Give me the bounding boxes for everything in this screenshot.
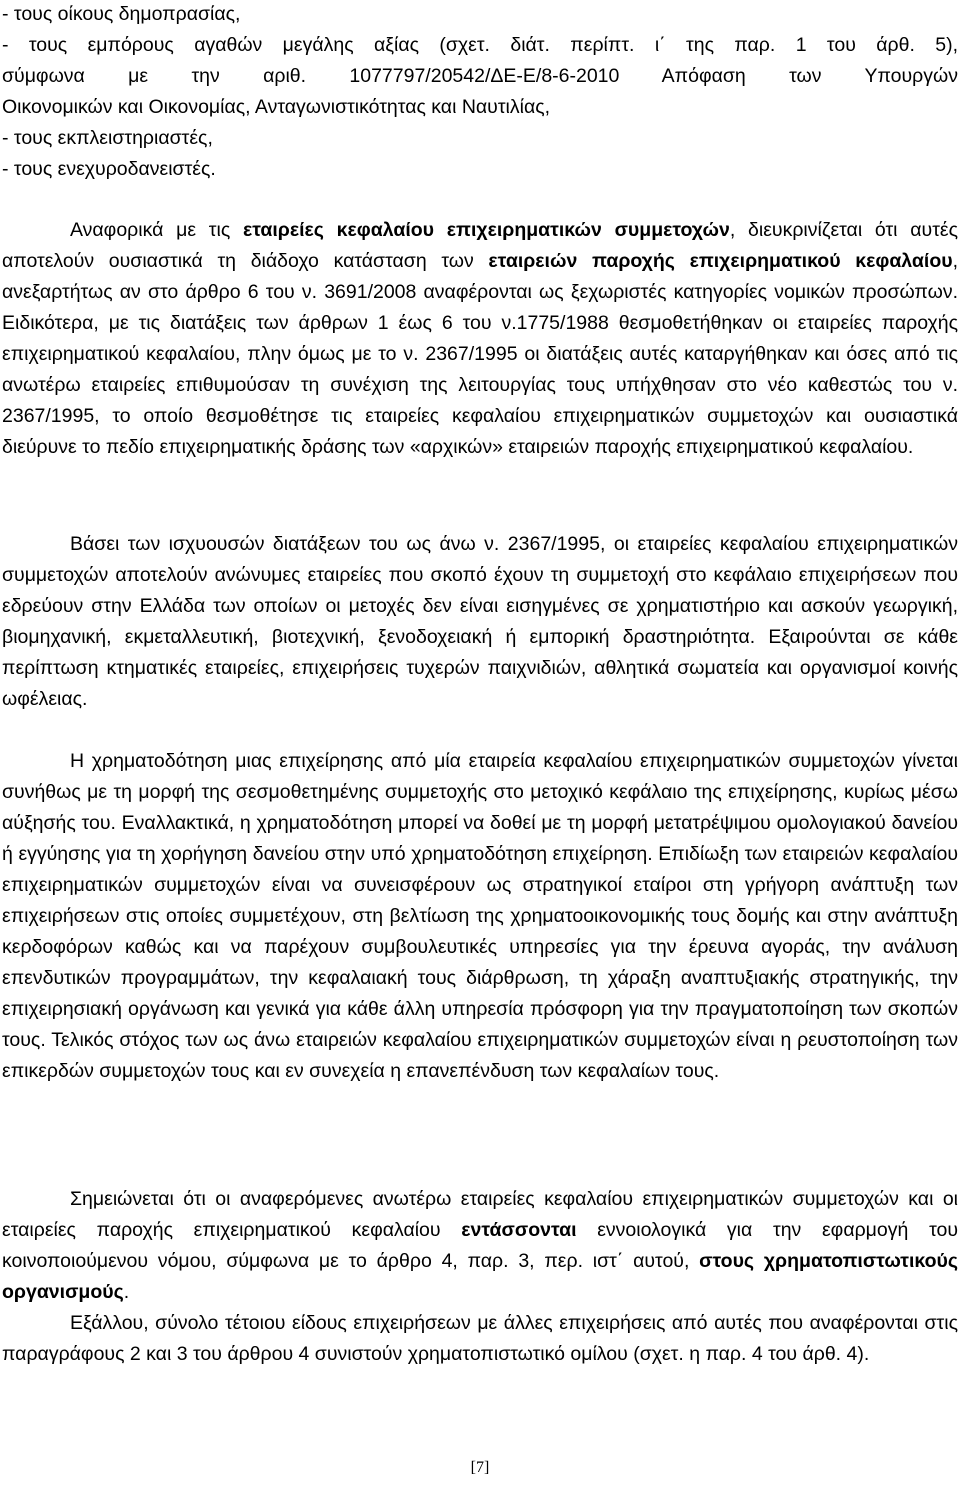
page-number: [7] bbox=[470, 1459, 490, 1476]
text-run-bold: εντάσσονται bbox=[461, 1219, 577, 1241]
paragraph-note bbox=[2, 1184, 958, 1308]
list-item: - τους εκπλειστηριαστές, bbox=[2, 127, 213, 149]
text-run: , διευκρινίζεται ότι αυτές αποτελούν ουσιαστικά τη διάδοχο κατάσταση των bbox=[2, 219, 958, 272]
text-run-bold: εταιρειών παροχής επιχειρηματικού κεφαλαίου bbox=[488, 250, 953, 272]
list-item: - τους εμπόρους αγαθών μεγάλης αξίας (σχετ. διάτ. περίπτ. ι΄ της παρ. 1 του άρθ. 5), bbox=[2, 34, 958, 56]
paragraph-venture-capital-companies bbox=[2, 215, 958, 463]
text-run: Αναφορικά με τις bbox=[70, 219, 243, 241]
paragraph-legal-framework: Βάσει των ισχυουσών διατάξεων του ως άνω ν. 2367/1995, οι εταιρείες κεφαλαίου επιχειρηματικών συμμετοχών αποτελούν ανώνυμες εταιρείες που σκοπό έχουν τη συμμετοχή στο κεφάλαιο επιχειρήσεων που εδρεύουν στην Ελλάδα των οποίων οι μετοχές δεν είναι εισηγμένες σε χρηματιστήριο και ασκούν γεωργική, βιομηχανική, εκμεταλλευτική, βιοτεχνική, ξενοδοχειακή ή εμπορική δραστηριότητα. Εξαιρούνται σε κάθε περίπτωση κτηματικές εταιρείες, επιχειρήσεις τυχερών παιχνιδιών, αθλητικά σωματεία και οργανισμοί κοινής ωφέλειας. bbox=[2, 533, 958, 710]
list-item: - τους οίκους δημοπρασίας, bbox=[2, 3, 241, 25]
text-run: . bbox=[123, 1281, 130, 1303]
paragraph-financing: Η χρηματοδότηση μιας επιχείρησης από μία εταιρεία κεφαλαίου επιχειρηματικών συμμετοχών γίνεται συνήθως με τη μορφή της σεσμοθετημένης συμμετοχής στο μετοχικό κεφάλαιο της επιχείρησης, κυρίως μέσω αύξησής του. Εναλλακτικά, η χρηματοδότηση μπορεί να δοθεί με τη μορφή μετατρέψιμου ομολογιακού δανείου ή εγγύησης για τη χορήγηση δανείου στην υπό χρηματοδότηση επιχείρηση. Επιδίωξη των εταιρειών κεφαλαίου επιχειρηματικών συμμετοχών είναι να συνεισφέρουν ως στρατηγικοί εταίροι στη γρήγορη ανάπτυξη των επιχειρήσεων στις οποίες συμμετέχουν, στη βελτίωση της χρηματοοικονομικής τους δομής και στην ανάπτυξη κερδοφόρων καθώς και να παρέχουν συμβουλευτικές υπηρεσίες για την έρευνα αγοράς, την ανάλυση επενδυτικών προγραμμάτων, την κεφαλαιακή τους διάρθρωση, τη χάραξη αναπτυξιακής στρατηγικής, την επιχειρησιακή οργάνωση και γενικά για κάθε άλλη υπηρεσία πρόσφορη για την πραγματοποίηση των σκοπών τους. Τελικός στόχος των ως άνω εταιρειών κεφαλαίου επιχειρηματικών συμμετοχών είναι η ρευστοποίηση των επικερδών συμμετοχών τους και εν συνεχεία η επανεπένδυση των κεφαλαίων τους. bbox=[2, 750, 958, 1082]
paragraph-group: Εξάλλου, σύνολο τέτοιου είδους επιχειρήσεων με άλλες επιχειρήσεις από αυτές που αναφέρονται στις παραγράφους 2 και 3 του άρθρου 4 συνιστούν χρηματοπιστωτικό ομίλου (σχετ. η παρ. 4 του άρθ. 4). bbox=[2, 1312, 958, 1365]
text-run: , ανεξαρτήτως αν στο άρθρο 6 του ν. 3691/2008 αναφέρονται ως ξεχωριστές κατηγορίες νομικών προσώπων. Ειδικότερα, με τις διατάξεις των άρθρων 1 έως 6 του ν.1775/1988 θεσμοθετήθηκαν οι εταιρείες παροχής επιχειρηματικού κεφαλαίου, πλην όμως με το ν. 2367/1995 οι διατάξεις αυτές καταργήθηκαν και όσες από τις ανωτέρω εταιρείες επιθυμούσαν τη συνέχιση της λειτουργίας τους υπήχθησαν στο νέο καθεστώς του ν. 2367/1995, το οποίο θεσμοθέτησε τις εταιρείες κεφαλαίου επιχειρηματικών συμμετοχών και ουσιαστικά διεύρυνε το πεδίο επιχειρηματικής δράσης των «αρχικών» εταιρειών παροχής επιχειρηματικού κεφαλαίου. bbox=[2, 250, 958, 458]
list-item-continuation: σύμφωνα με την αριθ. 1077797/20542/ΔΕ-Ε/8-6-2010 Απόφαση των Υπουργών bbox=[2, 65, 958, 87]
list-item: - τους ενεχυροδανειστές. bbox=[2, 158, 216, 180]
text-run-bold: στους χρηματοπιστωτικούς οργανισμούς bbox=[2, 1250, 958, 1303]
list-item-continuation: Οικονομικών και Οικονομίας, Ανταγωνιστικότητας και Ναυτιλίας, bbox=[2, 96, 551, 118]
text-run: εννοιολογικά για την εφαρμογή του κοινοποιούμενου νόμου, σύμφωνα με το άρθρο 4, παρ. 3, περ. ιστ΄ αυτού, bbox=[2, 1219, 958, 1272]
text-run-bold: εταιρείες κεφαλαίου επιχειρηματικών συμμετοχών bbox=[242, 219, 730, 241]
text-run: Σημειώνεται ότι οι αναφερόμενες ανωτέρω εταιρείες κεφαλαίου επιχειρηματικών συμμετοχών και οι εταιρείες παροχής επιχειρηματικού κεφαλαίου bbox=[2, 1188, 958, 1241]
